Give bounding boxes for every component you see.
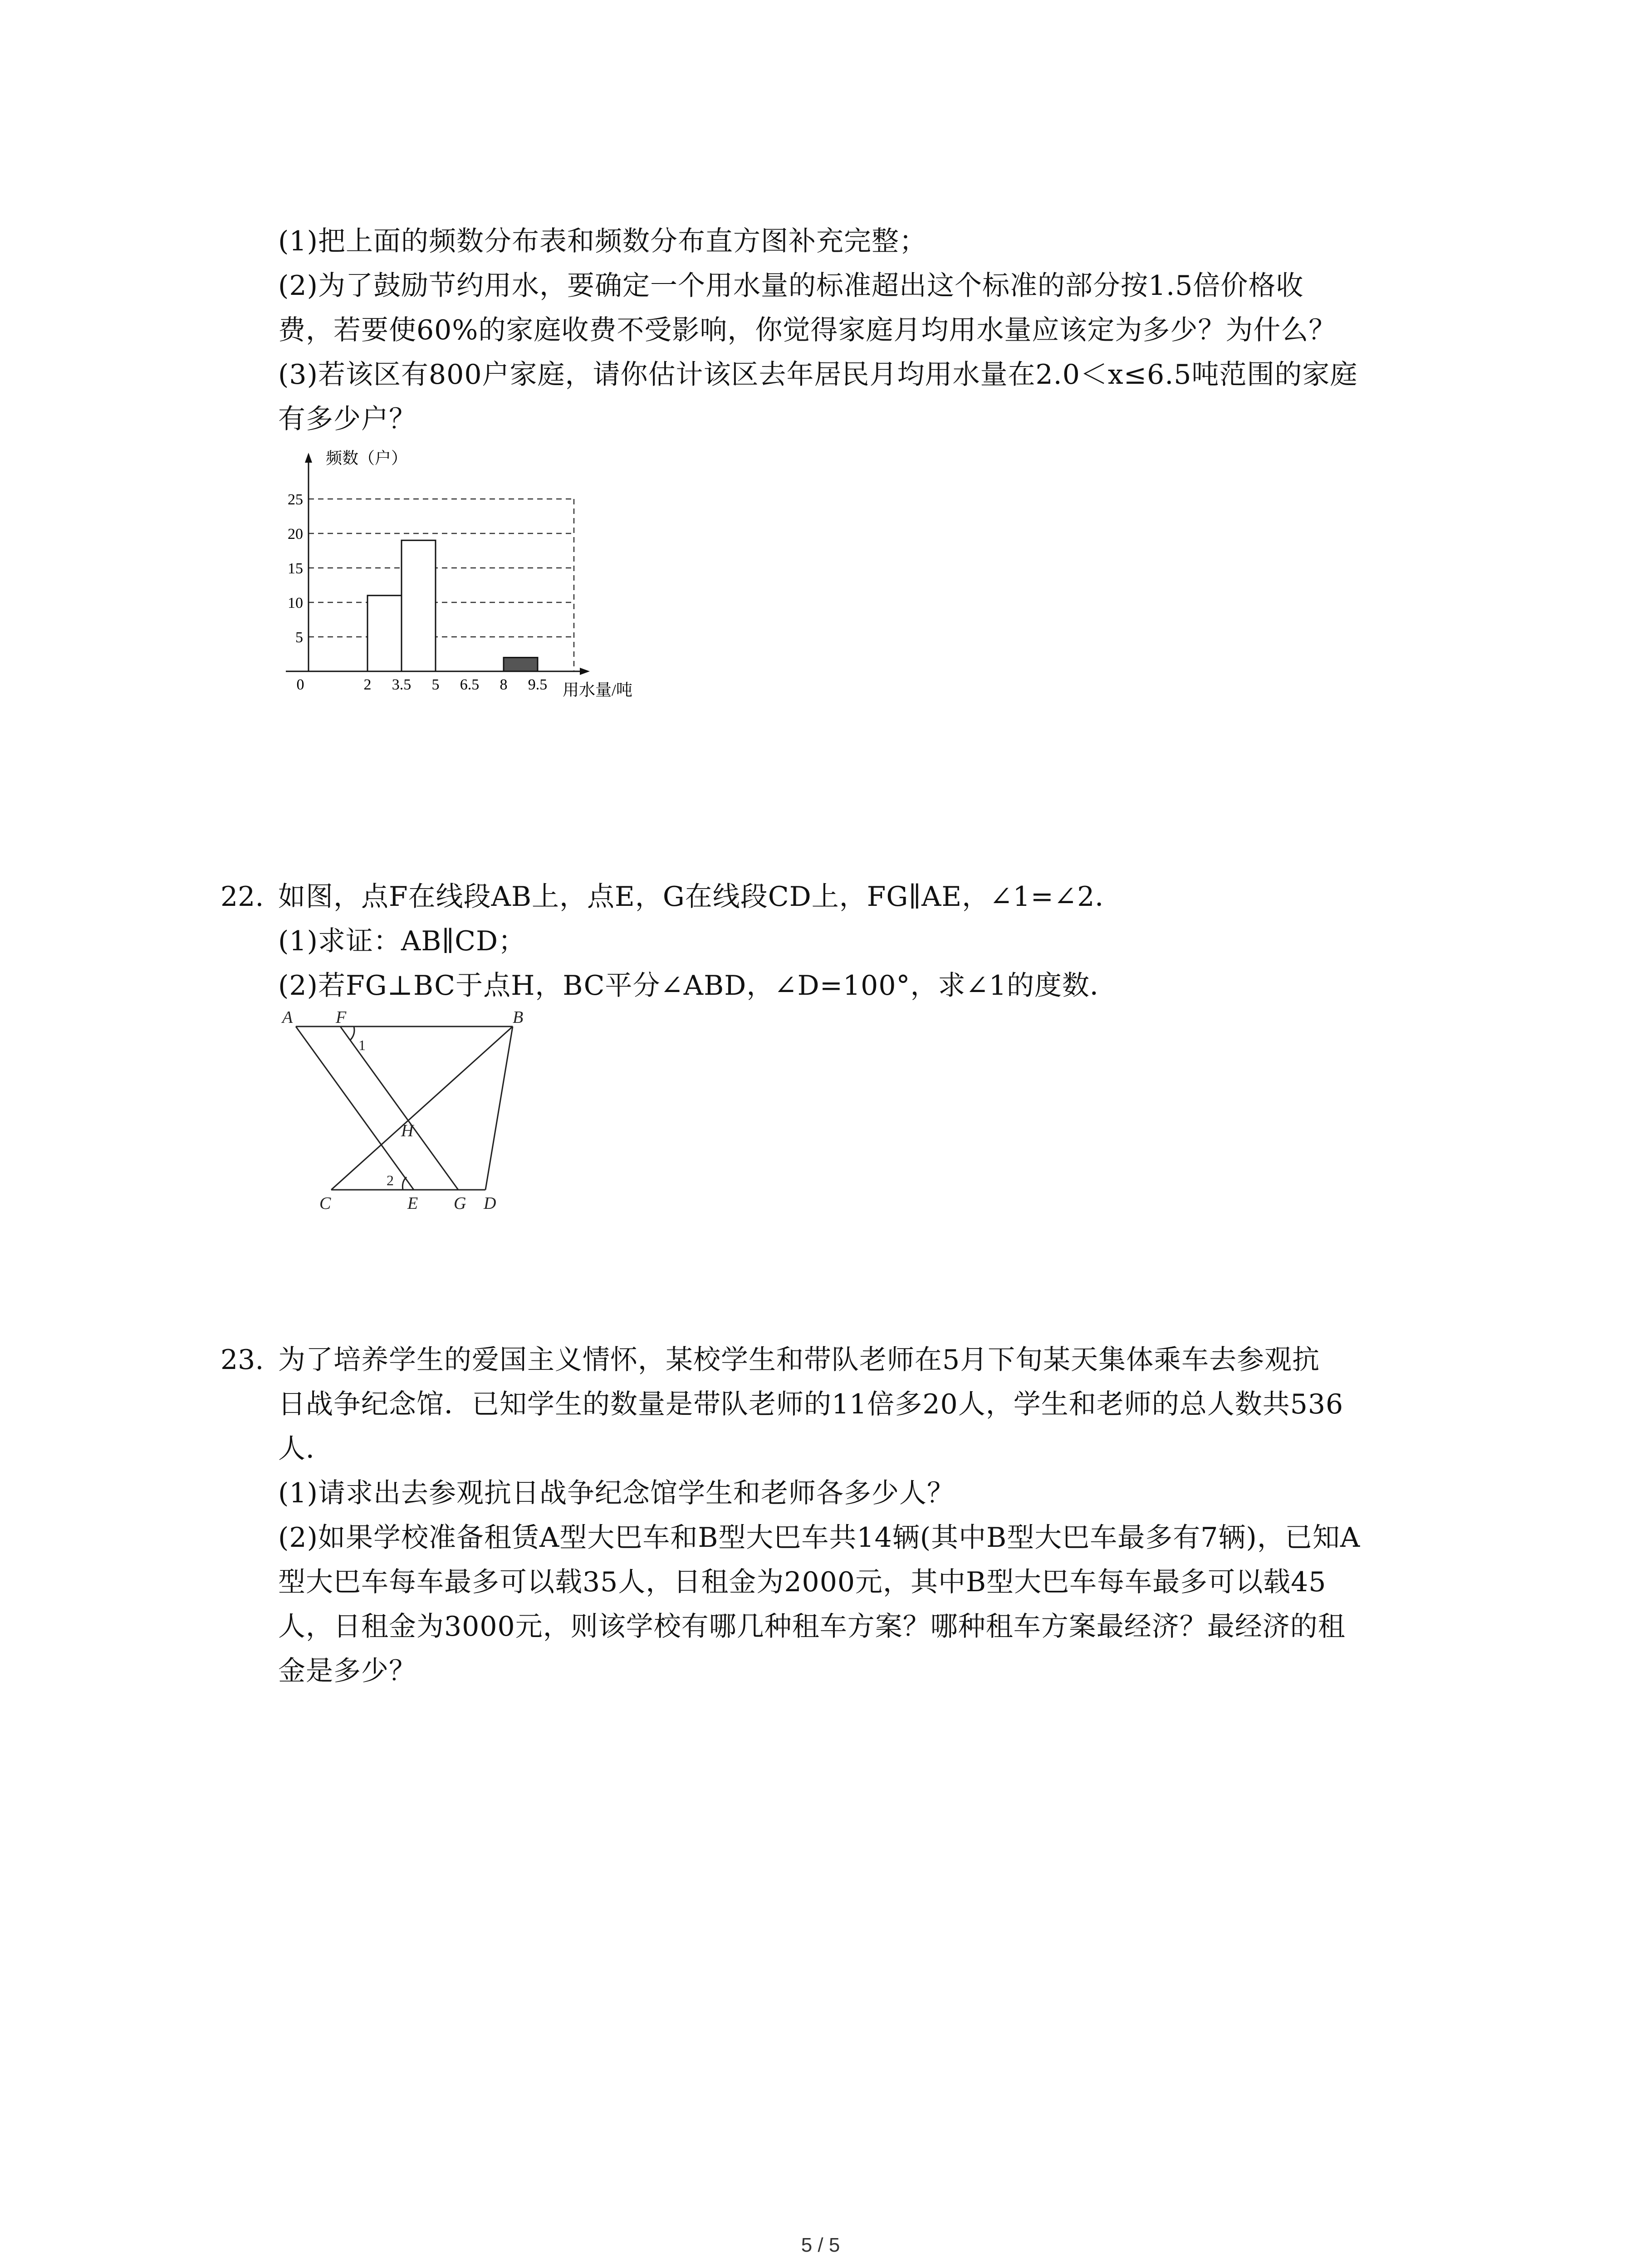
q23-line: 金是多少？ [278, 1655, 416, 1687]
point-label-c: C [319, 1194, 331, 1213]
segment-bd [485, 1026, 513, 1190]
q21-line: (3)若该区有800户家庭，请你估计该区去年居民月均用水量在2.0＜x≤6.5吨范围的家庭 [278, 359, 1358, 391]
point-label-a: A [282, 1009, 293, 1027]
geometry-figure [272, 1009, 526, 1218]
point-label-g: G [454, 1194, 466, 1213]
angle-label-2: 2 [387, 1172, 394, 1188]
q23-line: 人． [278, 1433, 333, 1465]
point-label-f: F [336, 1009, 347, 1027]
x-tick-label: 9.5 [528, 676, 548, 693]
x-tick-label: 2 [363, 676, 372, 693]
angle-1-arc [350, 1026, 354, 1040]
q21-line: (1)把上面的频数分布表和频数分布直方图补充完整； [278, 225, 927, 257]
x-axis-label: 用水量/吨 [563, 681, 633, 699]
x-tick-label: 5 [431, 676, 440, 693]
y-axis-arrow-icon [305, 453, 312, 463]
q23-line: 型大巴车每车最多可以载35人，日租金为2000元，其中B型大巴车每车最多可以载45 [278, 1566, 1327, 1598]
q23-line: (2)如果学校准备租赁A型大巴车和B型大巴车共14辆(其中B型大巴车最多有7辆)，已知A [278, 1522, 1361, 1554]
q21-line: 费，若要使60%的家庭收费不受影响，你觉得家庭月均用水量应该定为多少？为什么？ [278, 314, 1337, 346]
point-label-d: D [484, 1194, 496, 1213]
y-tick-label: 15 [288, 560, 303, 577]
q22-number: 22. [220, 881, 264, 913]
q23-line: 人，日租金为3000元，则该学校有哪几种租车方案？哪种租车方案最经济？最经济的租 [278, 1611, 1346, 1642]
y-tick-label: 10 [288, 595, 303, 611]
q23-line: 为了培养学生的爱国主义情怀，某校学生和带队老师在5月下旬某天集体乘车去参观抗 [278, 1344, 1320, 1376]
x-axis-arrow-icon [580, 668, 590, 675]
page-number: 5 / 5 [801, 2234, 840, 2256]
origin-label: 0 [296, 676, 304, 693]
segment-ae [296, 1026, 414, 1190]
water-usage-histogram [272, 445, 681, 717]
point-label-h: H [401, 1121, 414, 1140]
point-label-b: B [513, 1009, 524, 1027]
histogram-bar [402, 540, 436, 671]
q23-line: 日战争纪念馆．已知学生的数量是带队老师的11倍多20人，学生和老师的总人数共536 [278, 1388, 1344, 1420]
q23-number: 23. [220, 1344, 264, 1376]
q22-line: (2)若FG⊥BC于点H，BC平分∠ABD，∠D=100°，求∠1的度数． [278, 970, 1117, 1002]
q21-line: 有多少户？ [278, 403, 416, 435]
q23-line: (1)请求出去参观抗日战争纪念馆学生和老师各多少人？ [278, 1477, 955, 1509]
y-axis-label: 频数（户） [326, 449, 408, 467]
x-tick-label: 8 [500, 676, 508, 693]
q22-line: (1)求证：AB∥CD； [278, 925, 526, 957]
histogram-bar [367, 596, 402, 671]
q21-line: (2)为了鼓励节约用水，要确定一个用水量的标准超出这个标准的部分按1.5倍价格收 [278, 270, 1304, 302]
point-label-e: E [407, 1194, 418, 1213]
y-tick-label: 25 [288, 491, 303, 508]
y-tick-label: 5 [295, 629, 303, 646]
histogram-bar [504, 658, 538, 671]
y-tick-label: 20 [288, 526, 303, 543]
x-tick-label: 6.5 [460, 676, 480, 693]
x-tick-label: 3.5 [392, 676, 411, 693]
q22-line: 如图，点F在线段AB上，点E，G在线段CD上，FG∥AE，∠1=∠2． [278, 881, 1123, 913]
angle-label-1: 1 [358, 1037, 366, 1053]
